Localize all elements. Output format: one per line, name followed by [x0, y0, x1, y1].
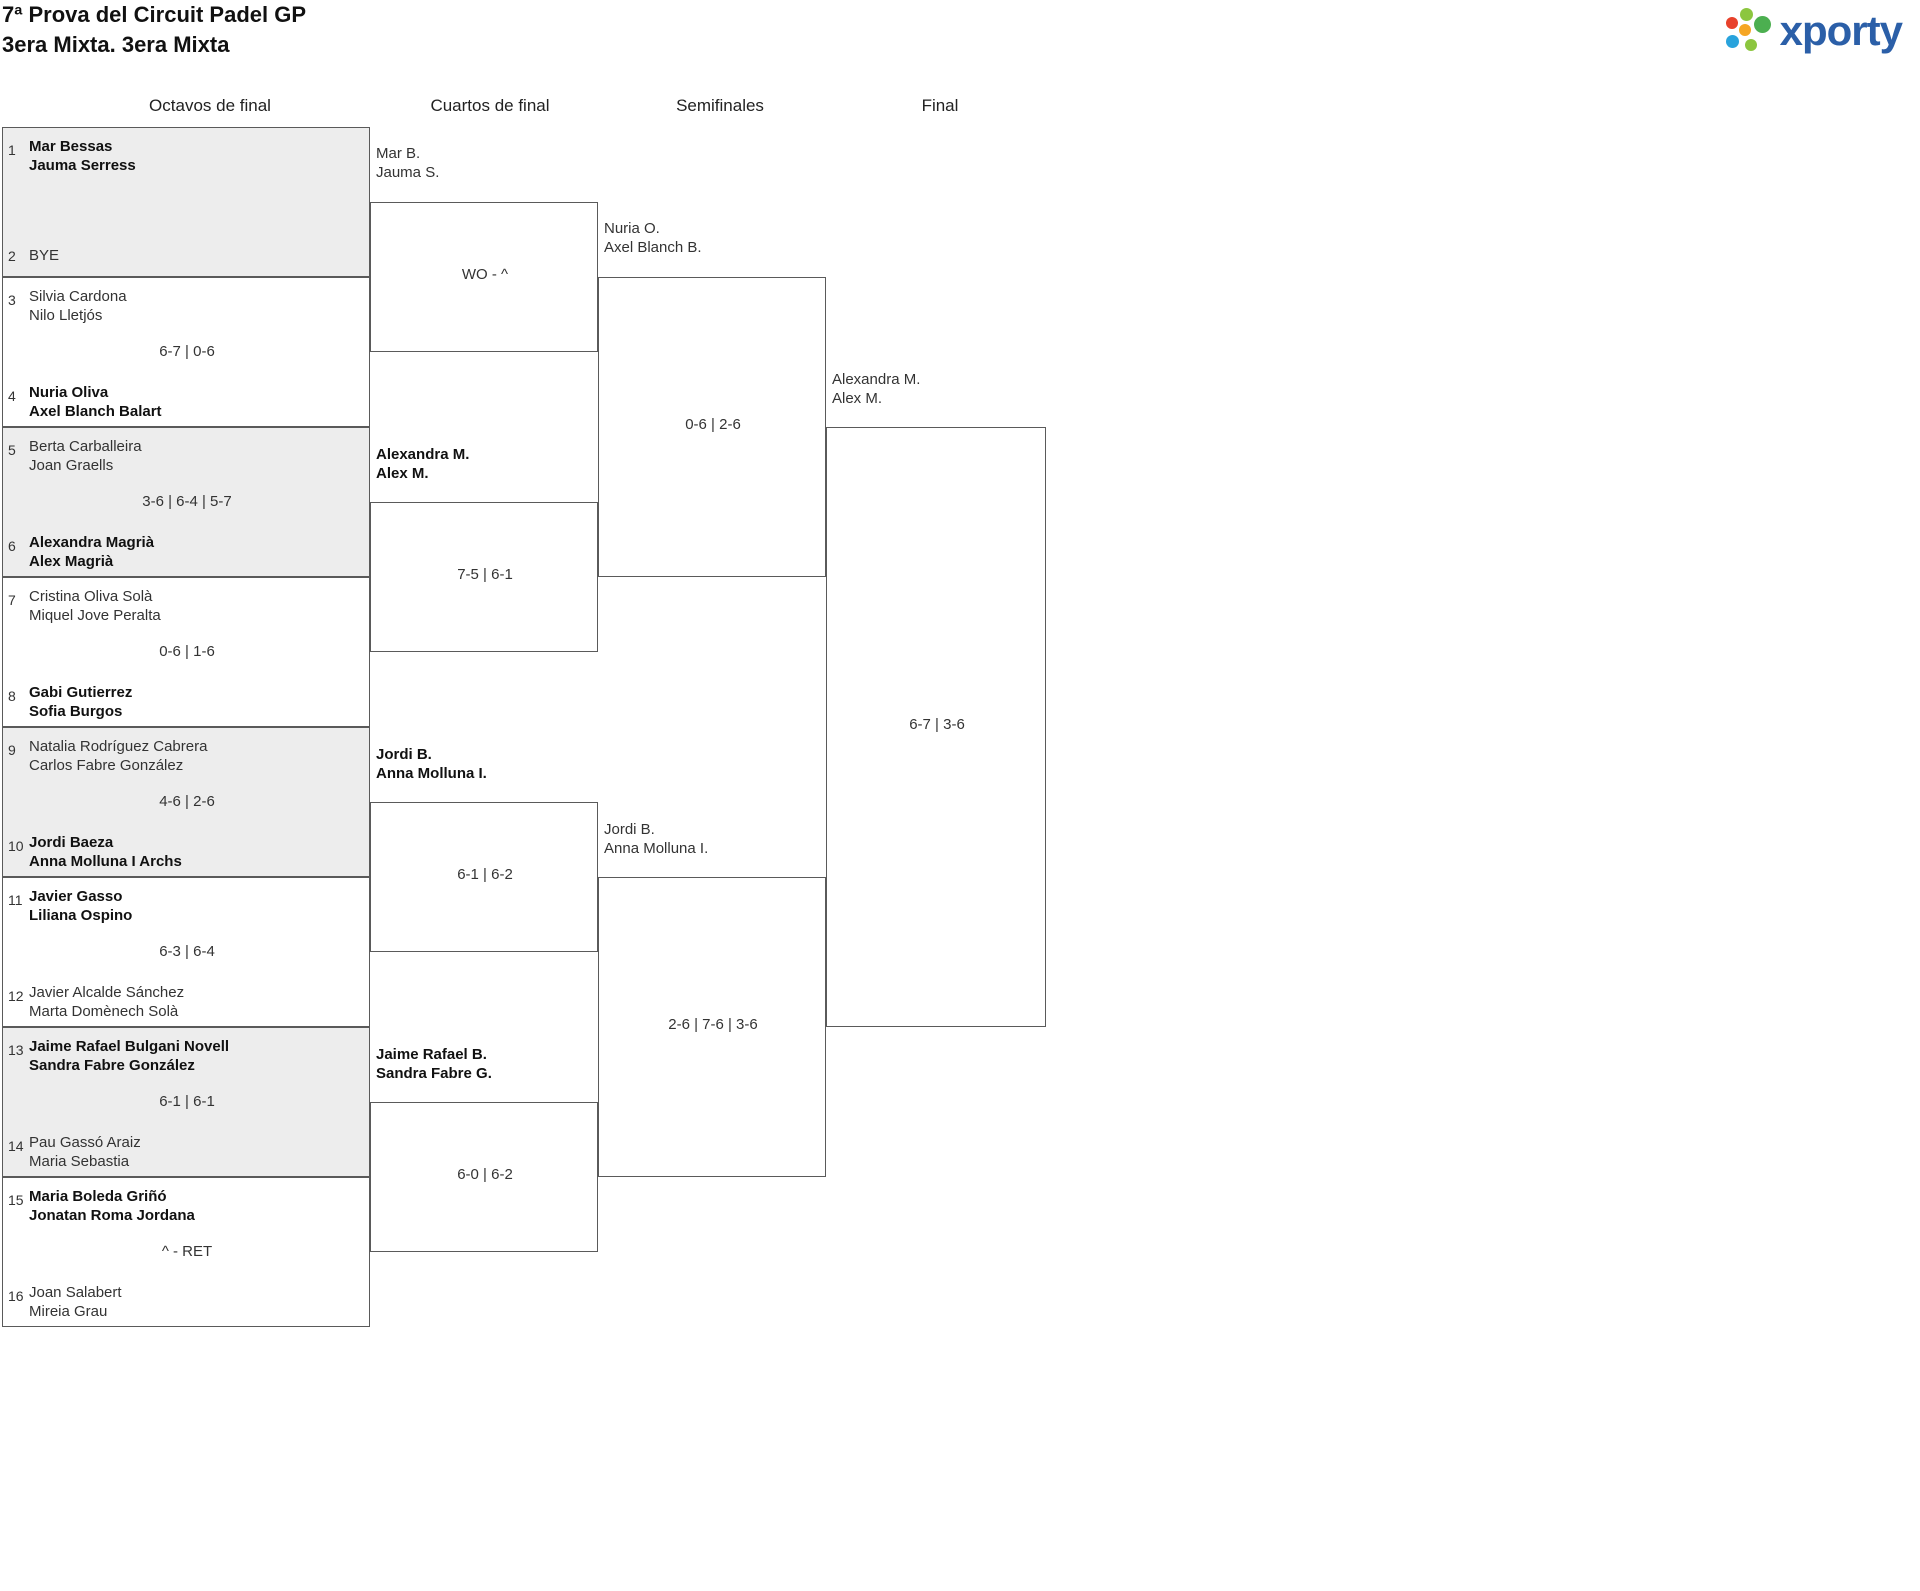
- r1-team-14: Pau Gassó Araiz Maria Sebastia: [29, 1134, 141, 1170]
- r1-team-4: Nuria Oliva Axel Blanch Balart: [29, 384, 162, 420]
- tournament-category: 3era Mixta. 3era Mixta: [2, 32, 230, 57]
- seed-number: 15: [8, 1192, 24, 1208]
- r2-team-5: Jordi B. Anna Molluna I.: [376, 746, 487, 782]
- seed-number: 2: [8, 248, 16, 264]
- r2-match-3[interactable]: [370, 802, 598, 952]
- r3-team-1: Nuria O. Axel Blanch B.: [604, 220, 702, 256]
- r1-score-2: 6-7 | 0-6: [159, 343, 215, 360]
- r2-team-7: Jaime Rafael B. Sandra Fabre G.: [376, 1046, 492, 1082]
- r1-team-10: Jordi Baeza Anna Molluna I Archs: [29, 834, 182, 870]
- seed-number: 13: [8, 1042, 24, 1058]
- r1-team-6: Alexandra Magrià Alex Magrià: [29, 534, 155, 570]
- r1-team-8: Gabi Gutierrez Sofia Burgos: [29, 684, 133, 720]
- seed-number: 7: [8, 592, 16, 608]
- r3-score-1: 0-6 | 2-6: [685, 416, 741, 433]
- r2-team-3: Alexandra M. Alex M.: [376, 446, 470, 482]
- seed-number: 6: [8, 538, 16, 554]
- r2-team-1: Mar B. Jauma S.: [376, 145, 440, 181]
- round-title-cuartos: Cuartos de final: [430, 96, 550, 115]
- r4-team-1: Alexandra M. Alex M.: [832, 371, 921, 407]
- round-title-octavos: Octavos de final: [149, 96, 271, 115]
- seed-number: 10: [8, 838, 24, 854]
- r2-score-4: 6-0 | 6-2: [457, 1166, 513, 1183]
- seed-number: 9: [8, 742, 16, 758]
- logo-dots-icon: [1726, 8, 1772, 54]
- seed-number: 11: [8, 892, 23, 908]
- page-title: [2, 0, 1202, 60]
- xporty-logo: [1726, 8, 1902, 54]
- seed-number: 12: [8, 988, 24, 1004]
- r3-team-3: Jordi B. Anna Molluna I.: [604, 821, 709, 857]
- r1-score-7: 6-1 | 6-1: [159, 1093, 215, 1110]
- r1-team-16: Joan Salabert Mireia Grau: [29, 1284, 122, 1320]
- r1-team-13: Jaime Rafael Bulgani Novell Sandra Fabre González: [29, 1038, 230, 1074]
- logo-wordmark: xporty: [1779, 7, 1902, 54]
- r1-match-7[interactable]: [2, 1027, 370, 1177]
- r1-match-1[interactable]: [2, 127, 370, 277]
- r2-match-1[interactable]: [370, 202, 598, 352]
- seed-number: 16: [8, 1288, 24, 1304]
- r2-score-3: 6-1 | 6-2: [457, 866, 513, 883]
- r1-team-9: Natalia Rodríguez Cabrera Carlos Fabre González: [29, 738, 208, 774]
- r1-score-4: 0-6 | 1-6: [159, 643, 215, 660]
- seed-number: 14: [8, 1138, 24, 1154]
- r1-match-2[interactable]: [2, 277, 370, 427]
- r4-score-final: 6-7 | 3-6: [909, 716, 965, 733]
- r1-score-3: 3-6 | 6-4 | 5-7: [142, 493, 232, 510]
- r1-team-15: Maria Boleda Griñó Jonatan Roma Jordana: [29, 1188, 195, 1224]
- r3-match-1[interactable]: [598, 277, 826, 577]
- r2-match-2[interactable]: [370, 502, 598, 652]
- r1-team-3: Silvia Cardona Nilo Lletjós: [29, 288, 127, 324]
- r1-team-11: Javier Gasso Liliana Ospino: [29, 888, 133, 924]
- seed-number: 5: [8, 442, 16, 458]
- r1-match-4[interactable]: [2, 577, 370, 727]
- r1-match-6[interactable]: [2, 877, 370, 1027]
- tournament-name: 7ª Prova del Circuit Padel GP: [2, 2, 307, 27]
- r3-score-2: 2-6 | 7-6 | 3-6: [668, 1016, 758, 1033]
- r3-match-2[interactable]: [598, 877, 826, 1177]
- r2-score-2: 7-5 | 6-1: [457, 566, 513, 583]
- r1-match-5[interactable]: [2, 727, 370, 877]
- r1-match-8[interactable]: [2, 1177, 370, 1327]
- r1-score-8: ^ - RET: [161, 1243, 213, 1260]
- round-title-final: Final: [921, 96, 959, 115]
- r1-team-5: Berta Carballeira Joan Graells: [29, 438, 142, 474]
- seed-number: 1: [8, 142, 16, 158]
- seed-number: 3: [8, 292, 16, 308]
- round-title-semis: Semifinales: [676, 96, 764, 115]
- r1-team-1: Mar Bessas Jauma Serress: [29, 138, 136, 174]
- r2-score-1: WO - ^: [461, 266, 509, 283]
- r1-team-2-bye: BYE: [29, 247, 60, 264]
- r1-team-7: Cristina Oliva Solà Miquel Jove Peralta: [29, 588, 161, 624]
- r2-match-4[interactable]: [370, 1102, 598, 1252]
- r1-score-6: 6-3 | 6-4: [159, 943, 215, 960]
- r1-score-5: 4-6 | 2-6: [159, 793, 215, 810]
- r1-team-12: Javier Alcalde Sánchez Marta Domènech Solà: [29, 984, 185, 1020]
- r4-match-final[interactable]: [826, 427, 1046, 1027]
- r1-match-3[interactable]: [2, 427, 370, 577]
- seed-number: 4: [8, 388, 16, 404]
- seed-number: 8: [8, 688, 16, 704]
